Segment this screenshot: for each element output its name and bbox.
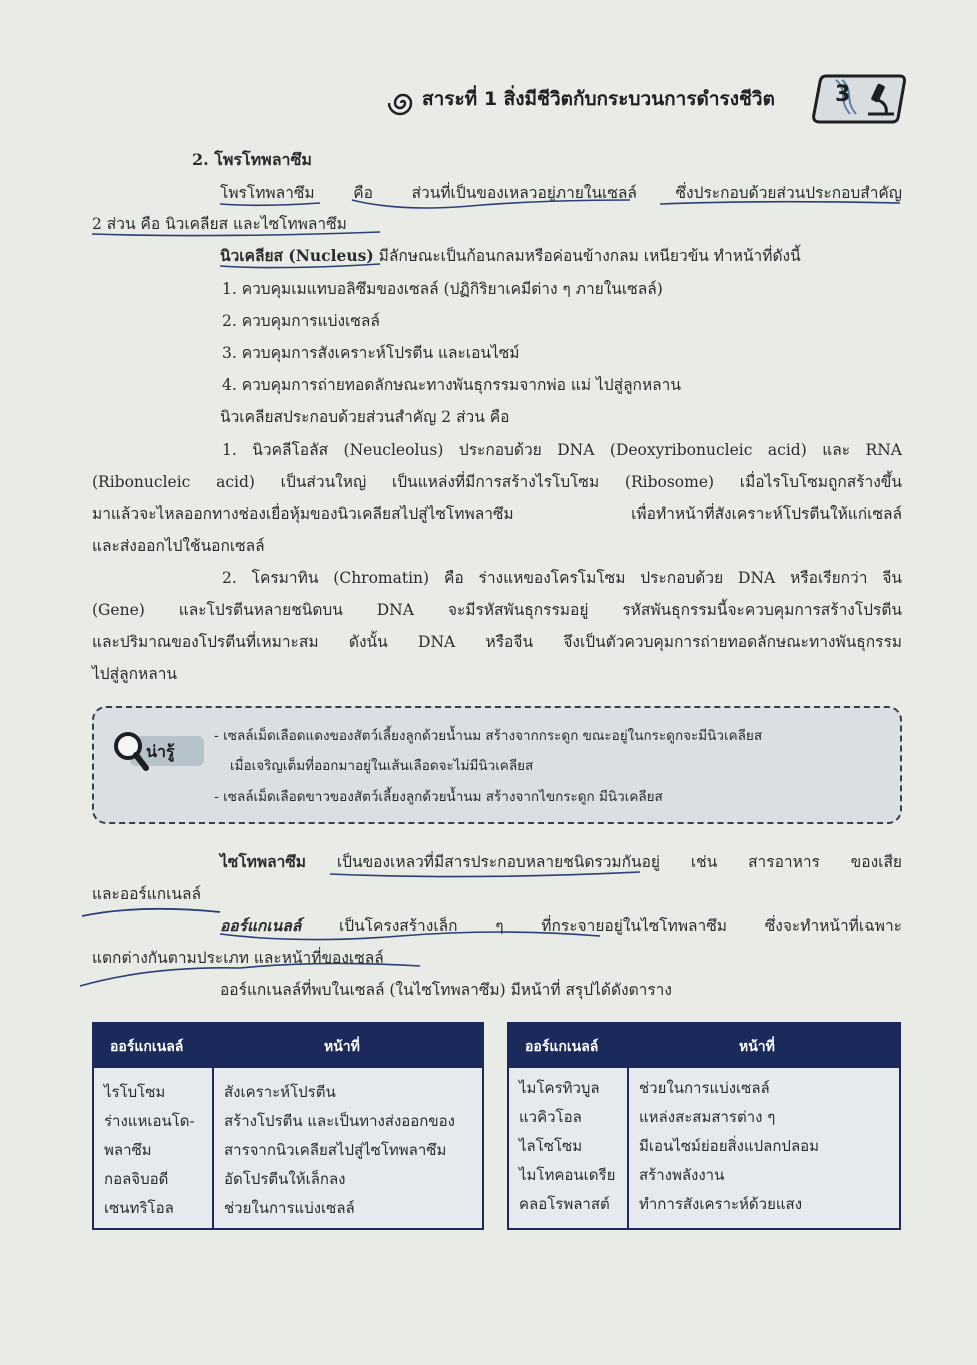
column-divider bbox=[627, 1024, 629, 1228]
did-you-know-title: น่ารู้ bbox=[146, 742, 175, 761]
organelle-term: ออร์แกเนลล์ bbox=[220, 916, 302, 935]
note-line-3: - เซลล์เม็ดเลือดขาวของสัตว์เลี้ยงลูกด้วยน้ำนม สร้างจากไขกระดูก มีนิวเคลียส bbox=[214, 789, 663, 805]
organelle-line-1 bbox=[220, 916, 902, 936]
cytoplasm-text: เป็นของเหลวที่มีสารประกอบหลายชนิดรวมกันอยู่ เช่น สารอาหาร ของเสีย bbox=[306, 853, 902, 871]
table-cell: แหล่งสะสมสารต่าง ๆ bbox=[639, 1108, 776, 1126]
table-cell: ไรโบโซม bbox=[104, 1083, 166, 1101]
table-cell: ไมโทคอนเดรีย bbox=[519, 1166, 616, 1184]
nucleolus-line-2: (Ribonucleic acid) เป็นส่วนใหญ่ เป็นแหล่งที่มีการสร้างไรโบโซม (Ribosome) เมื่อไรโบโซมถูกสร้างขึ้น bbox=[92, 473, 902, 491]
column-divider bbox=[212, 1024, 214, 1228]
nucleus-function-4: 4. ควบคุมการถ่ายทอดลักษณะทางพันธุกรรมจากพ่อ แม่ ไปสู่ลูกหลาน bbox=[222, 376, 681, 394]
table-cell: ไลโซโซม bbox=[519, 1137, 583, 1155]
chromatin-line-4: ไปสู่ลูกหลาน bbox=[92, 665, 177, 683]
table-cell: คลอโรพลาสต์ bbox=[519, 1195, 610, 1213]
table-cell: ไมโครทิวบูล bbox=[519, 1079, 600, 1097]
organelle-text: เป็นโครงสร้างเล็ก ๆ ที่กระจายอยู่ในไซโทพลาซึม ซึ่งจะทำหน้าที่เฉพาะ bbox=[301, 917, 902, 935]
header-function: หน้าที่ bbox=[739, 1039, 775, 1055]
table-cell: ร่างแหเอนโด- bbox=[104, 1112, 195, 1130]
table-cell: มีเอนไซม์ย่อยสิ่งแปลกปลอม bbox=[639, 1137, 820, 1155]
table-cell: พลาซึม bbox=[104, 1141, 152, 1159]
swirl-icon bbox=[388, 88, 418, 118]
nucleus-function-1: 1. ควบคุมเมแทบอลิซึมของเซลล์ (ปฏิกิริยาเคมีต่าง ๆ ภายในเซลล์) bbox=[222, 280, 663, 298]
chapter-title: สาระที่ 1 สิ่งมีชีวิตกับกระบวนการดำรงชีวิต bbox=[422, 88, 775, 110]
page-number: 3 bbox=[835, 82, 851, 107]
intro-line-2: 2 ส่วน คือ นิวเคลียส และไซโทพลาซึม bbox=[92, 215, 347, 233]
chapter-header bbox=[388, 70, 908, 126]
nucleolus-line-4: และส่งออกไปใช้นอกเซลล์ bbox=[92, 537, 265, 555]
organelle-line-2: แตกต่างกันตามประเภท และหน้าที่ของเซลล์ bbox=[92, 949, 384, 967]
table-cell: ช่วยในการแบ่งเซลล์ bbox=[639, 1079, 770, 1097]
nucleolus-line-1: 1. นิวคลีโอลัส (Neucleolus) ประกอบด้วย DNA (Deoxyribonucleic acid) และ RNA bbox=[222, 441, 902, 459]
section-heading: 2. โพรโทพลาซึม bbox=[192, 150, 312, 169]
note-line-2: เมื่อเจริญเต็มที่ออกมาอยู่ในเส้นเลือดจะไม่มีนิวเคลียส bbox=[230, 758, 534, 774]
table-cell: เซนทริโอล bbox=[104, 1199, 174, 1217]
organelle-table-left bbox=[92, 1022, 484, 1230]
nucleus-definition bbox=[220, 246, 801, 266]
nucleus-def-text: มีลักษณะเป็นก้อนกลมหรือค่อนข้างกลม เหนียวข้น ทำหน้าที่ดังนี้ bbox=[373, 247, 801, 265]
table-cell: อัดโปรตีนให้เล็กลง bbox=[224, 1170, 346, 1188]
organelle-summary: ออร์แกเนลล์ที่พบในเซลล์ (ในไซโทพลาซึม) มีหน้าที่ สรุปได้ดังตาราง bbox=[220, 981, 672, 999]
header-organelle: ออร์แกเนลล์ bbox=[110, 1039, 184, 1055]
table-cell: แวคิวโอล bbox=[519, 1108, 582, 1126]
table-cell: กอลจิบอดี bbox=[104, 1170, 169, 1188]
chromatin-line-3: และปริมาณของโปรตีนที่เหมาะสม ดังนั้น DNA หรือจีน จึงเป็นตัวควบคุมการถ่ายทอดลักษณะทางพันธุกรรม bbox=[92, 633, 902, 651]
cytoplasm-line-1 bbox=[220, 852, 902, 872]
table-cell: ช่วยในการแบ่งเซลล์ bbox=[224, 1199, 355, 1217]
magnifier-icon bbox=[110, 728, 150, 774]
organelle-table-right bbox=[507, 1022, 901, 1230]
nucleus-parts-intro: นิวเคลียสประกอบด้วยส่วนสำคัญ 2 ส่วน คือ bbox=[220, 408, 510, 426]
intro-line-1: โพรโทพลาซึม คือ ส่วนที่เป็นของเหลวอยู่ภายในเซลล์ ซึ่งประกอบด้วยส่วนประกอบสำคัญ bbox=[220, 184, 902, 202]
nucleolus-line-3: มาแล้วจะไหลออกทางช่องเยื่อหุ้มของนิวเคลียสไปสู่ไซโทพลาซึม เพื่อทำหน้าที่สังเคราะห์โปรตีนให้แก่เซลล์ bbox=[92, 505, 902, 523]
nucleus-term: นิวเคลียส (Nucleus) bbox=[220, 246, 374, 265]
microscope-badge-icon bbox=[808, 70, 908, 126]
table-cell: สร้างพลังงาน bbox=[639, 1166, 725, 1184]
table-cell: สังเคราะห์โปรตีน bbox=[224, 1083, 336, 1101]
nucleus-function-3: 3. ควบคุมการสังเคราะห์โปรตีน และเอนไซม์ bbox=[222, 344, 520, 362]
note-line-1: - เซลล์เม็ดเลือดแดงของสัตว์เลี้ยงลูกด้วยน้ำนม สร้างจากกระดูก ขณะอยู่ในกระดูกจะมีนิวเคลียส bbox=[214, 728, 763, 744]
cytoplasm-line-2: และออร์แกเนลล์ bbox=[92, 885, 202, 903]
did-you-know-label bbox=[110, 728, 206, 774]
table-cell: สร้างโปรตีน และเป็นทางส่งออกของ bbox=[224, 1112, 455, 1130]
table-cell: สารจากนิวเคลียสไปสู่ไซโทพลาซึม bbox=[224, 1141, 447, 1159]
cytoplasm-term: ไซโทพลาซึม bbox=[220, 852, 307, 871]
chromatin-line-2: (Gene) และโปรตีนหลายชนิดบน DNA จะมีรหัสพันธุกรรมอยู่ รหัสพันธุกรรมนี้จะควบคุมการสร้างโปรตีน bbox=[92, 601, 902, 619]
header-organelle: ออร์แกเนลล์ bbox=[525, 1039, 599, 1055]
header-function: หน้าที่ bbox=[324, 1039, 360, 1055]
chromatin-line-1: 2. โครมาทิน (Chromatin) คือ ร่างแหของโครโมโซม ประกอบด้วย DNA หรือเรียกว่า จีน bbox=[222, 569, 902, 587]
nucleus-function-2: 2. ควบคุมการแบ่งเซลล์ bbox=[222, 312, 380, 330]
table-cell: ทำการสังเคราะห์ด้วยแสง bbox=[639, 1195, 803, 1213]
